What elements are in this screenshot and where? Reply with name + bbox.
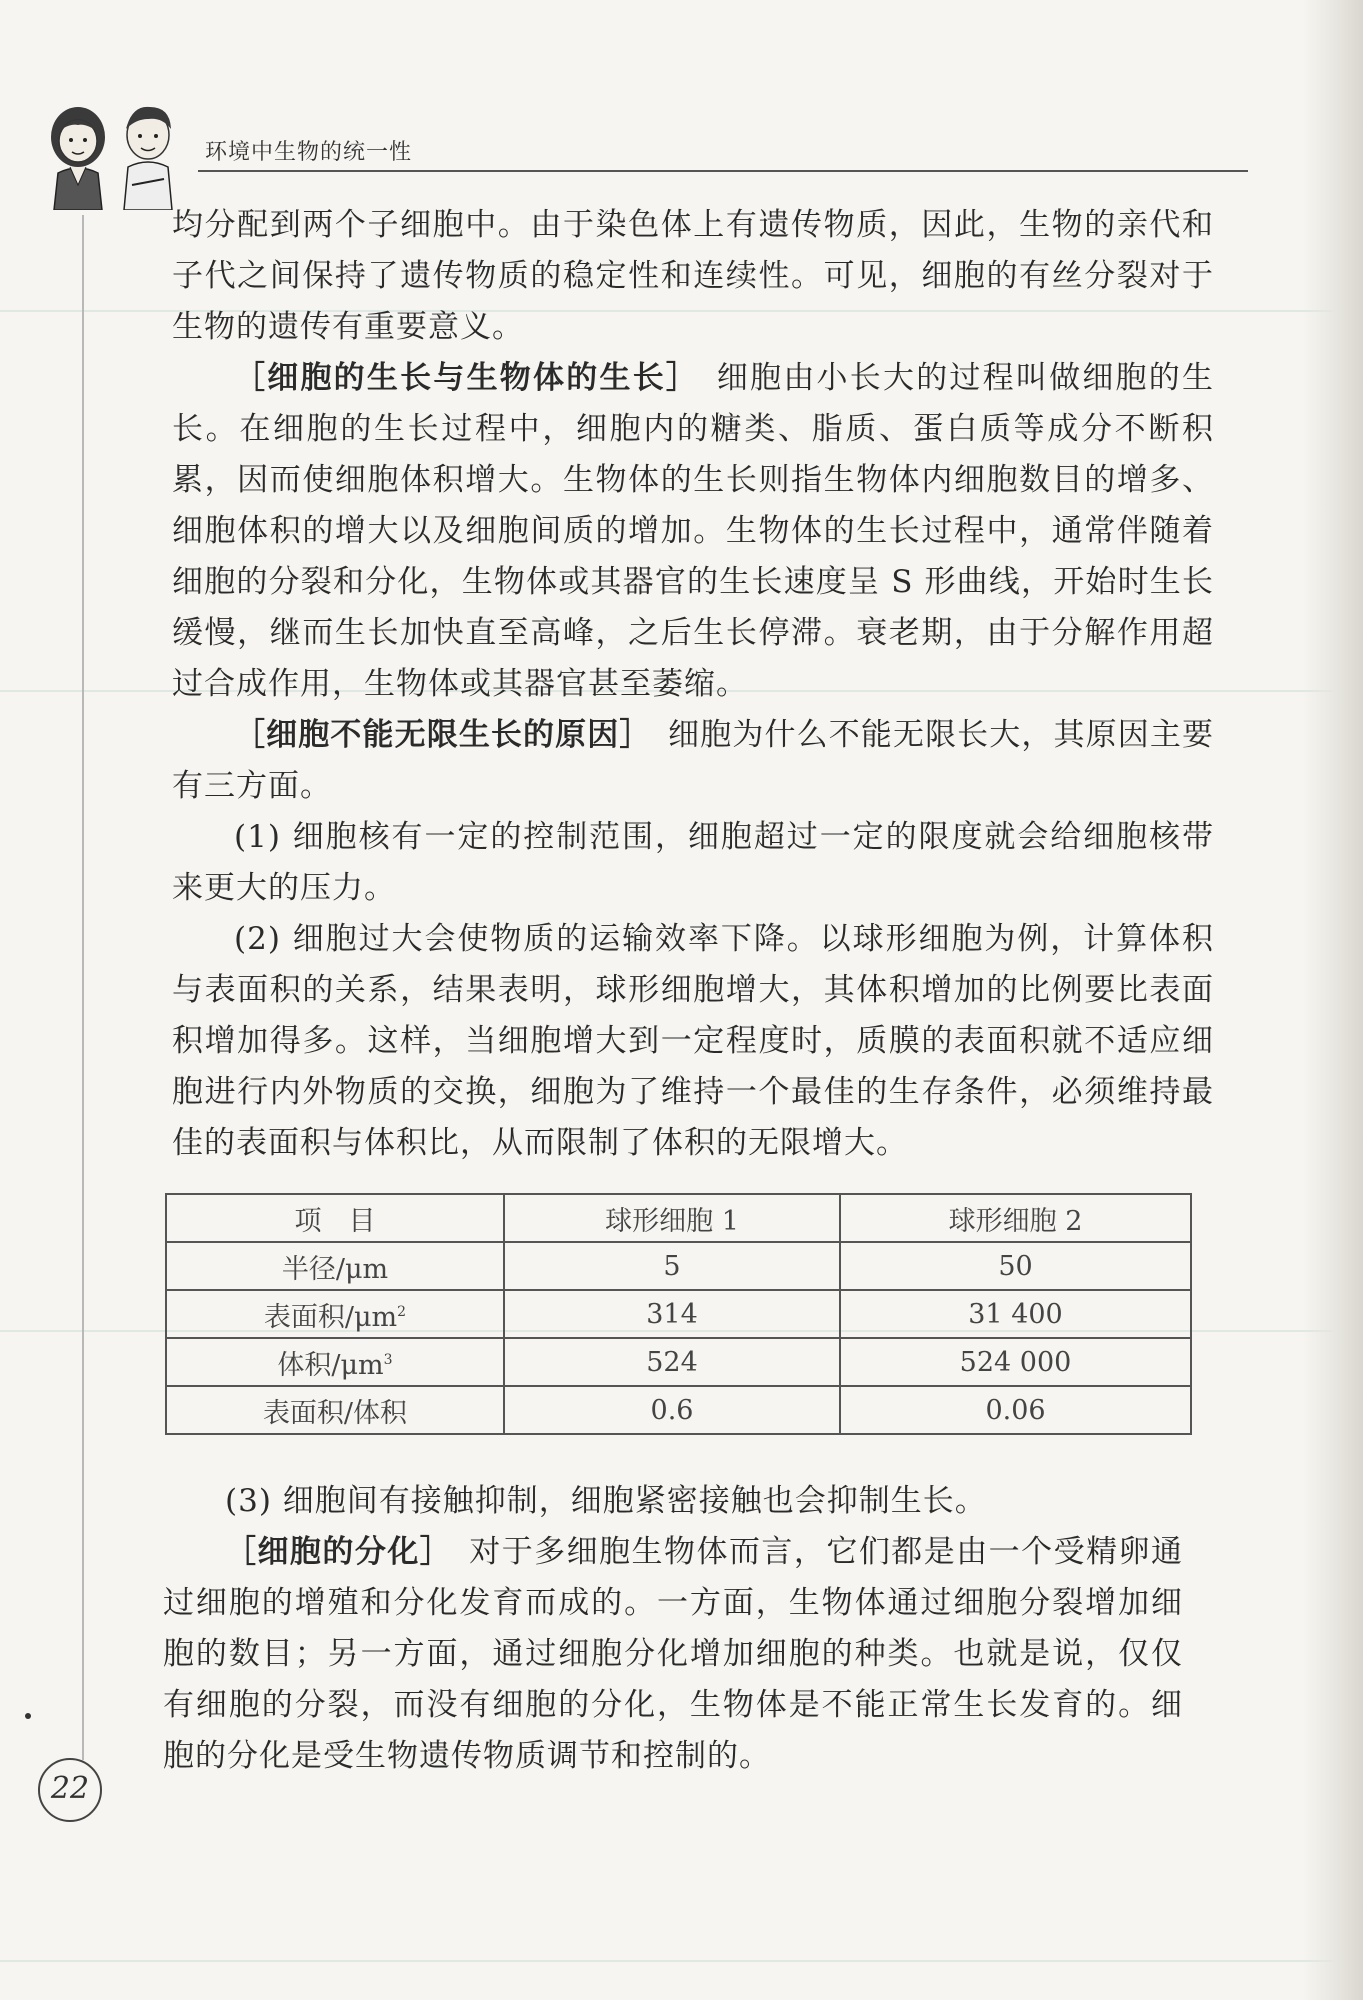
table-row — [166, 1290, 1191, 1338]
paragraph-text: (3) 细胞间有接触抑制，细胞紧密接触也会抑制生长。 — [225, 1483, 987, 1519]
paragraph — [172, 914, 1214, 1169]
paragraph-text: 细胞为什么不能无限长大，其原因主要有三方面。 — [172, 717, 1214, 804]
section-heading: ［细胞的生长与生物体的生长］ — [234, 360, 684, 396]
cell-size-table — [165, 1193, 1192, 1435]
table-cell: 5 — [504, 1242, 840, 1290]
paragraph-text: (1) 细胞核有一定的控制范围，细胞超过一定的限度就会给细胞核带来更大的压力。 — [172, 819, 1214, 906]
margin-mark — [25, 1713, 31, 1719]
page-edge-shadow — [1303, 0, 1363, 2000]
table-row-label: 半径/μm — [166, 1242, 504, 1290]
table-cell: 524 000 — [840, 1338, 1191, 1386]
body-text-top — [172, 200, 1214, 1169]
table-cell: 31 400 — [840, 1290, 1191, 1338]
table-header-row — [166, 1194, 1191, 1242]
header-title: 环境中生物的统一性 — [205, 140, 413, 165]
page-number: 22 — [38, 1758, 102, 1822]
paragraph — [172, 710, 1214, 812]
table-row-label: 表面积/体积 — [166, 1386, 504, 1434]
table-cell: 0.6 — [504, 1386, 840, 1434]
header-divider — [198, 170, 1248, 172]
running-header — [30, 95, 1220, 210]
table-row-label: 表面积$/\mu m^2$ — [166, 1290, 504, 1338]
paragraph — [163, 1476, 1183, 1527]
table-cell: 524 — [504, 1338, 840, 1386]
body-text-bottom — [163, 1476, 1183, 1782]
table-header: 球形细胞 1 — [504, 1194, 840, 1242]
margin-line — [82, 215, 84, 1760]
paragraph — [163, 1527, 1183, 1782]
table-header: 项 目 — [166, 1194, 504, 1242]
table-row — [166, 1242, 1191, 1290]
paragraph-text: 对于多细胞生物体而言，它们都是由一个受精卵通过细胞的增殖和分化发育而成的。一方面，生物体通过细胞分裂增加细胞的数目；另一方面，通过细胞分化增加细胞的种类。也就是说，仅仅有细胞的分裂，而没有细胞的分化，生物体是不能正常生长发育的。细胞的分化是受生物遗传物质调节和控制的。 — [163, 1534, 1184, 1774]
table-row-label: 体积$/\mu m^3$ — [166, 1338, 504, 1386]
cartoon-kids-icon — [40, 95, 190, 210]
section-heading: ［细胞不能无限生长的原因］ — [234, 717, 637, 753]
section-heading: ［细胞的分化］ — [225, 1534, 437, 1570]
paragraph — [172, 812, 1214, 914]
scan-artifact — [0, 1960, 1363, 1962]
table-row — [166, 1338, 1191, 1386]
paragraph — [172, 200, 1214, 353]
paragraph-text: 细胞由小长大的过程叫做细胞的生长。在细胞的生长过程中，细胞内的糖类、脂质、蛋白质等成分不断积累，因而使细胞体积增大。生物体的生长则指生物体内细胞数目的增多、细胞体积的增大以及细胞间质的增加。生物体的生长过程中，通常伴随着细胞的分裂和分化，生物体或其器官的生长速度呈 S 形曲线，开始时生长缓慢，继而生长加快直至高峰，之后生长停滞。衰老期，由于分解作用超过合成作用，生物体或其器官甚至萎缩。 — [172, 360, 1215, 702]
table-cell: 314 — [504, 1290, 840, 1338]
table-header: 球形细胞 2 — [840, 1194, 1191, 1242]
paragraph — [172, 353, 1214, 710]
table-cell: 0.06 — [840, 1386, 1191, 1434]
table-row — [166, 1386, 1191, 1434]
paragraph-text: (2) 细胞过大会使物质的运输效率下降。以球形细胞为例，计算体积与表面积的关系，结果表明，球形细胞增大，其体积增加的比例要比表面积增加得多。这样，当细胞增大到一定程度时，质膜的表面积就不适应细胞进行内外物质的交换，细胞为了维持一个最佳的生存条件，必须维持最佳的表面积与体积比，从而限制了体积的无限增大。 — [172, 921, 1214, 1161]
paragraph-text: 均分配到两个子细胞中。由于染色体上有遗传物质，因此，生物的亲代和子代之间保持了遗传物质的稳定性和连续性。可见，细胞的有丝分裂对于生物的遗传有重要意义。 — [172, 207, 1214, 345]
table-cell: 50 — [840, 1242, 1191, 1290]
